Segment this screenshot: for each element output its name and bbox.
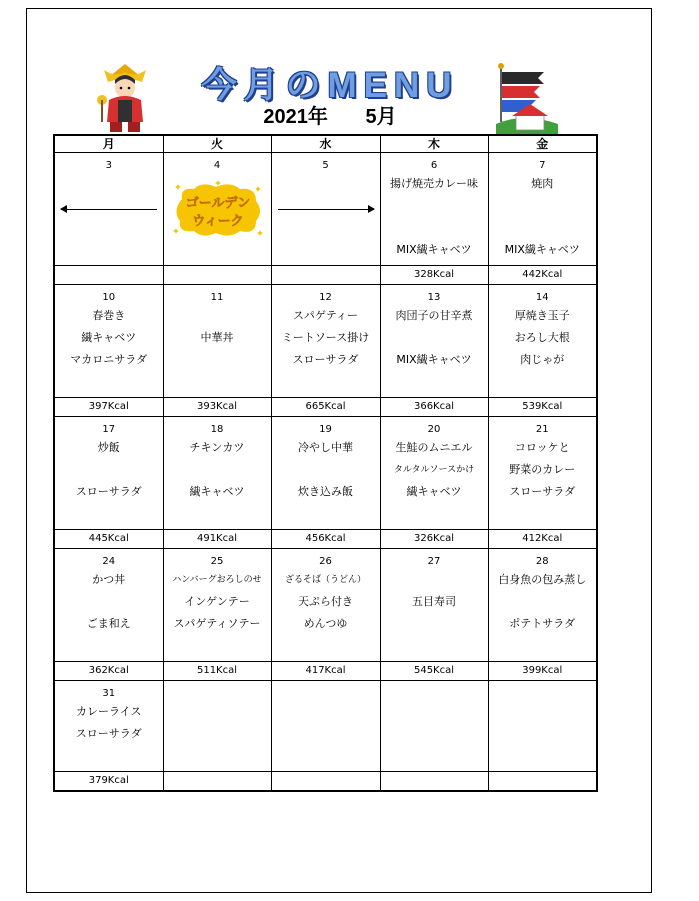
holiday-arrow-left bbox=[61, 209, 157, 210]
menu-item: 揚げ焼売カレー味 bbox=[390, 177, 478, 190]
menu-item: 冷やし中華 bbox=[298, 441, 353, 454]
holiday-arrow-right bbox=[278, 209, 374, 210]
menu-item: 春巻き bbox=[92, 309, 126, 322]
day-number: 6 bbox=[430, 160, 438, 171]
kcal-cell-mon: 397Kcal bbox=[54, 398, 163, 417]
menu-item: 肉団子の甘辛煮 bbox=[395, 309, 473, 322]
kcal-row bbox=[54, 530, 597, 549]
kcal-cell-fri: 412Kcal bbox=[488, 530, 597, 549]
day-cell-mon bbox=[54, 153, 163, 266]
menu-item: 繊キャベツ bbox=[189, 485, 245, 498]
menu-item: コロッケと bbox=[514, 441, 570, 454]
day-number bbox=[272, 687, 380, 701]
day-number: 14 bbox=[535, 292, 549, 303]
menu-item: スローサラダ bbox=[292, 353, 359, 366]
day-number: 10 bbox=[102, 292, 116, 303]
menu-item: 白身魚の包み蒸し bbox=[498, 573, 587, 586]
sparkle-icon bbox=[173, 228, 179, 234]
menu-item: 生鮭のムニエル bbox=[395, 441, 473, 454]
day-number: 21 bbox=[535, 424, 549, 435]
day-number: 27 bbox=[427, 556, 441, 567]
sparkle-icon bbox=[255, 186, 261, 192]
koinobori-illustration bbox=[494, 62, 560, 136]
day-cell-mon bbox=[54, 549, 163, 662]
menu-item bbox=[381, 327, 488, 349]
menu-item: 野菜のカレー bbox=[509, 463, 576, 476]
kcal-cell-thu: 326Kcal bbox=[380, 530, 488, 549]
kcal-cell-wed: 456Kcal bbox=[271, 530, 380, 549]
day-cell-wed bbox=[271, 549, 380, 662]
day-cell-wed bbox=[271, 285, 380, 398]
day-number: 11 bbox=[210, 292, 224, 303]
week-row bbox=[54, 681, 597, 772]
menu-item: チキンカツ bbox=[189, 441, 245, 454]
menu-item: ざるそば（うどん） bbox=[284, 575, 366, 585]
badge-line-1: ゴールデン bbox=[185, 196, 250, 211]
menu-item: 厚焼き玉子 bbox=[514, 309, 570, 322]
month-label: 5月 bbox=[365, 106, 397, 128]
menu-item: かつ丼 bbox=[92, 573, 126, 586]
menu-item bbox=[272, 459, 380, 481]
menu-item: めんつゆ bbox=[303, 617, 348, 630]
menu-item: 焼肉 bbox=[531, 177, 554, 190]
menu-item: スローサラダ bbox=[75, 485, 142, 498]
menu-item bbox=[164, 459, 271, 481]
day-number: 17 bbox=[102, 424, 116, 435]
day-cell-mon bbox=[54, 681, 163, 772]
kcal-row bbox=[54, 266, 597, 285]
kcal-cell-tue bbox=[163, 772, 271, 792]
menu-item: MIX繊キャベツ bbox=[396, 243, 472, 256]
day-number bbox=[164, 687, 271, 701]
day-number: 31 bbox=[102, 688, 116, 699]
day-cell-mon bbox=[54, 285, 163, 398]
kcal-cell-wed bbox=[271, 772, 380, 792]
day-cell-wed bbox=[271, 417, 380, 530]
day-cell-fri bbox=[488, 549, 597, 662]
menu-item bbox=[381, 569, 488, 591]
weekday-wed: 水 bbox=[271, 135, 380, 153]
menu-item bbox=[489, 217, 597, 239]
golden-week-badge bbox=[172, 181, 264, 239]
day-cell-thu bbox=[380, 153, 488, 266]
kcal-cell-mon bbox=[54, 266, 163, 285]
day-number: 7 bbox=[539, 160, 546, 171]
menu-item bbox=[489, 195, 597, 217]
day-number bbox=[381, 687, 488, 701]
day-cell-tue bbox=[163, 285, 271, 398]
day-cell-thu bbox=[380, 285, 488, 398]
day-number bbox=[489, 687, 597, 701]
day-number: 5 bbox=[322, 160, 329, 171]
kcal-cell-wed: 665Kcal bbox=[271, 398, 380, 417]
day-number: 3 bbox=[105, 160, 112, 171]
kcal-row bbox=[54, 662, 597, 681]
day-number: 4 bbox=[213, 160, 221, 171]
day-number: 19 bbox=[319, 424, 332, 435]
menu-item: タルタルソースかけ bbox=[393, 465, 475, 475]
menu-item bbox=[381, 195, 488, 217]
kcal-cell-tue bbox=[163, 266, 271, 285]
kcal-row bbox=[54, 398, 597, 417]
week-row bbox=[54, 285, 597, 398]
day-cell-thu bbox=[380, 681, 488, 772]
kcal-cell-fri: 539Kcal bbox=[488, 398, 597, 417]
menu-item bbox=[55, 459, 163, 481]
kcal-cell-thu: 545Kcal bbox=[380, 662, 488, 681]
menu-item bbox=[55, 591, 163, 613]
menu-item: 繊キャベツ bbox=[81, 331, 137, 344]
kcal-cell-fri: 442Kcal bbox=[488, 266, 597, 285]
menu-item: 肉じゃが bbox=[520, 353, 565, 366]
day-cell-wed bbox=[271, 681, 380, 772]
menu-item: 炊き込み飯 bbox=[298, 485, 353, 498]
menu-table bbox=[53, 134, 598, 792]
menu-item: マカロニサラダ bbox=[70, 353, 148, 366]
menu-item: MIX繊キャベツ bbox=[504, 243, 580, 256]
kcal-cell-tue: 393Kcal bbox=[163, 398, 271, 417]
menu-item: スパゲティソテー bbox=[173, 617, 261, 630]
menu-item: おろし大根 bbox=[514, 331, 570, 344]
kcal-cell-thu: 366Kcal bbox=[380, 398, 488, 417]
day-number: 25 bbox=[210, 556, 224, 567]
day-cell-fri bbox=[488, 681, 597, 772]
kcal-row bbox=[54, 772, 597, 792]
menu-item: カレーライス bbox=[75, 705, 142, 718]
kcal-cell-wed: 417Kcal bbox=[271, 662, 380, 681]
day-number: 28 bbox=[535, 556, 549, 567]
kcal-cell-mon: 445Kcal bbox=[54, 530, 163, 549]
day-number: 12 bbox=[319, 292, 332, 303]
day-cell-tue bbox=[163, 681, 271, 772]
date-line bbox=[200, 100, 460, 129]
menu-item: ミートソース掛け bbox=[281, 331, 370, 344]
menu-item: ハンバーグおろしのせ bbox=[172, 575, 262, 585]
menu-item: ごま和え bbox=[86, 617, 131, 630]
weekday-fri: 金 bbox=[488, 135, 597, 153]
weekday-header-row bbox=[54, 135, 597, 153]
menu-item: 中華丼 bbox=[200, 331, 234, 344]
menu-item bbox=[489, 591, 597, 613]
day-number: 26 bbox=[319, 556, 332, 567]
day-cell-mon bbox=[54, 417, 163, 530]
day-cell-wed bbox=[271, 153, 380, 266]
kcal-cell-mon: 379Kcal bbox=[54, 772, 163, 792]
sparkle-icon bbox=[215, 181, 221, 186]
week-row bbox=[54, 549, 597, 662]
kcal-cell-fri bbox=[488, 772, 597, 792]
sparkle-icon bbox=[257, 230, 263, 236]
menu-body bbox=[54, 153, 597, 792]
menu-item: スローサラダ bbox=[509, 485, 576, 498]
menu-item: インゲンテー bbox=[184, 595, 250, 608]
day-number: 13 bbox=[427, 292, 441, 303]
page-title: 今月のMENU bbox=[201, 66, 459, 105]
weekday-tue: 火 bbox=[163, 135, 271, 153]
week-row bbox=[54, 417, 597, 530]
week-row bbox=[54, 153, 597, 266]
kcal-cell-wed bbox=[271, 266, 380, 285]
day-cell-fri bbox=[488, 285, 597, 398]
weekday-thu: 木 bbox=[380, 135, 488, 153]
day-cell-tue bbox=[163, 153, 271, 266]
menu-item: スローサラダ bbox=[75, 727, 142, 740]
day-cell-thu bbox=[380, 549, 488, 662]
day-number: 20 bbox=[427, 424, 441, 435]
samurai-doll-illustration bbox=[96, 62, 154, 136]
menu-item bbox=[164, 305, 271, 327]
kcal-cell-fri: 399Kcal bbox=[488, 662, 597, 681]
day-cell-tue bbox=[163, 549, 271, 662]
day-cell-thu bbox=[380, 417, 488, 530]
kcal-cell-thu: 328Kcal bbox=[380, 266, 488, 285]
menu-item: スパゲティー bbox=[292, 309, 359, 322]
kcal-cell-tue: 511Kcal bbox=[163, 662, 271, 681]
menu-item: 炒飯 bbox=[97, 441, 120, 454]
kcal-cell-tue: 491Kcal bbox=[163, 530, 271, 549]
day-cell-tue bbox=[163, 417, 271, 530]
day-cell-fri bbox=[488, 153, 597, 266]
sparkle-icon bbox=[175, 184, 181, 190]
menu-item: ポテトサラダ bbox=[509, 617, 576, 630]
day-number: 18 bbox=[210, 424, 224, 435]
menu-item bbox=[381, 217, 488, 239]
menu-item: 五目寿司 bbox=[412, 595, 456, 608]
weekday-mon: 月 bbox=[54, 135, 163, 153]
day-cell-fri bbox=[488, 417, 597, 530]
menu-item: MIX繊キャベツ bbox=[396, 353, 472, 366]
year-label: 2021年 bbox=[263, 106, 328, 128]
badge-line-2: ウィーク bbox=[191, 214, 244, 229]
menu-item: 天ぷら付き bbox=[298, 595, 353, 608]
kcal-cell-thu bbox=[380, 772, 488, 792]
kcal-cell-mon: 362Kcal bbox=[54, 662, 163, 681]
day-number: 24 bbox=[102, 556, 116, 567]
menu-item: 繊キャベツ bbox=[406, 485, 462, 498]
